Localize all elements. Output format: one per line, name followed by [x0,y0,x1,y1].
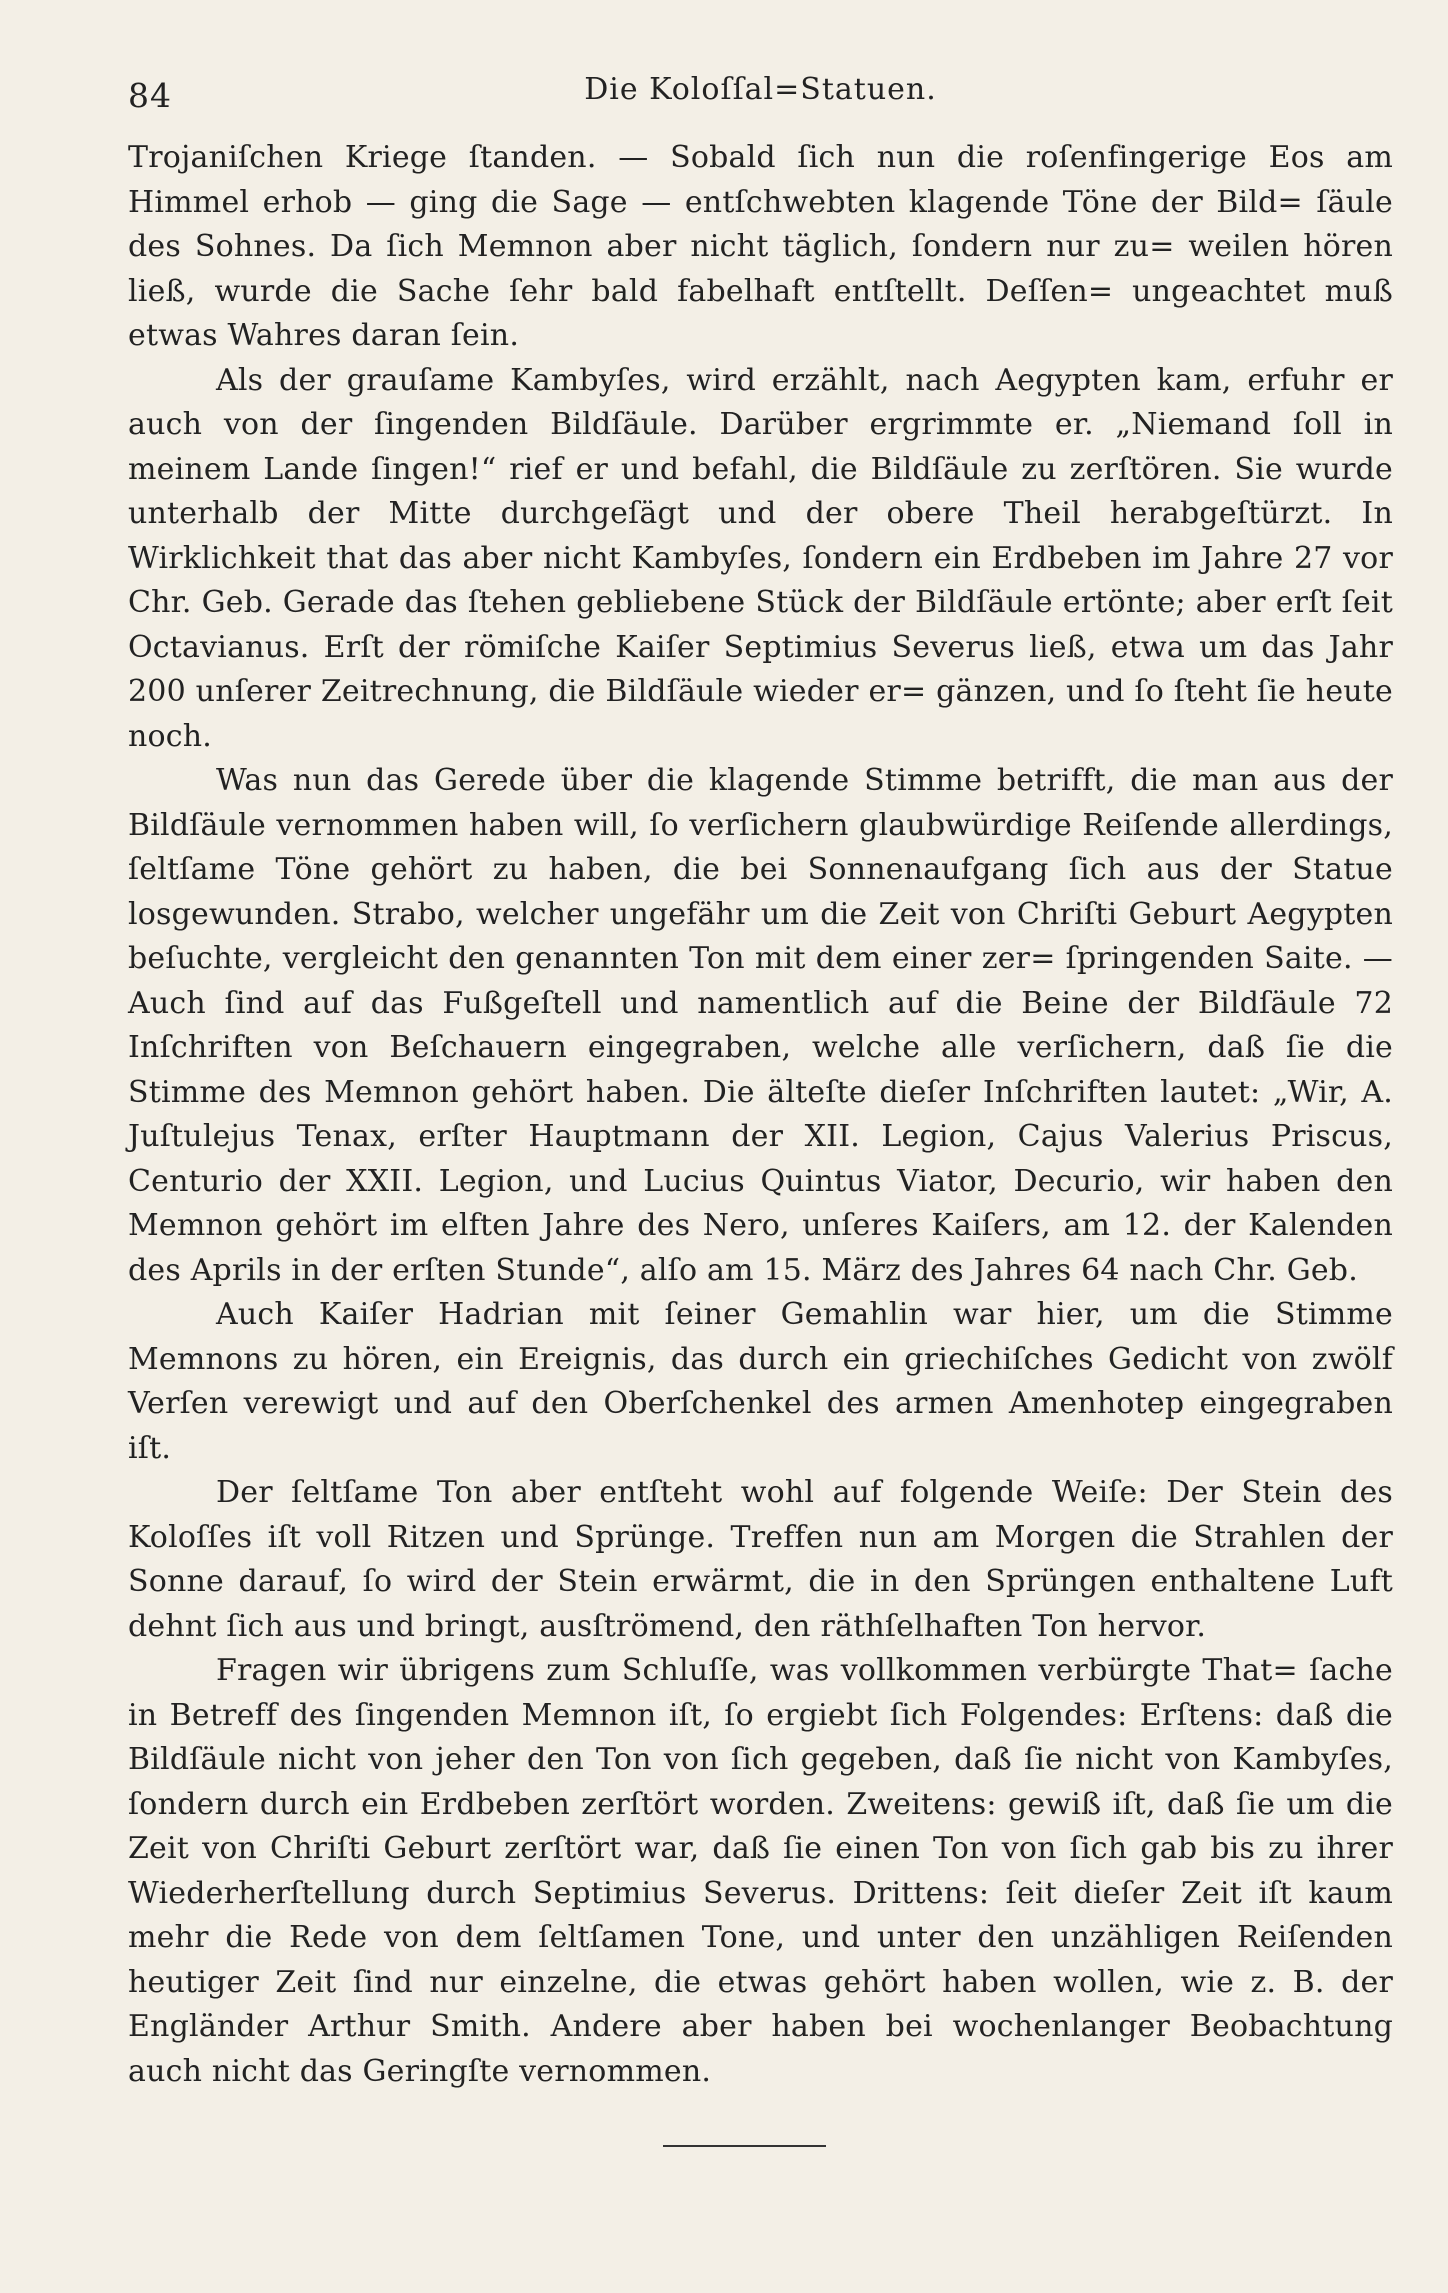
paragraph-3: Was nun das Gerede über die klagende Stimme betrifft, die man aus der Bildſäule vernommen haben will, ſo verſichern glaubwürdige Reiſende allerdings, ſeltſame Töne gehört zu haben, die bei Sonnenaufgang ſich aus der Statue losgewunden. Strabo, welcher ungefähr um die Zeit von Chriſti Geburt Aegypten beſuchte, vergleicht den genannten Ton mit dem einer zer= ſpringenden Saite. — Auch ſind auf das Fußgeſtell und namentlich auf die Beine der Bildſäule 72 Inſchriften von Beſchauern eingegraben, welche alle verſichern, daß ſie die Stimme des Memnon gehört haben. Die älteſte dieſer Inſchriften lautet: „Wir, A. Juſtulejus Tenax, erſter Hauptmann der XII. Legion, Cajus Valerius Priscus, Centurio der XXII. Legion, und Lucius Quintus Viator, Decurio, wir haben den Memnon gehört im elften Jahre des Nero, unſeres Kaiſers, am 12. der Kalenden des Aprils in der erſten Stunde“, alſo am 15. März des Jahres 64 nach Chr. Geb. [128,763,1393,1288]
paragraph-5: Der ſeltſame Ton aber entſteht wohl auf folgende Weiſe: Der Stein des Koloſſes iſt voll Ritzen und Sprünge. Treffen nun am Morgen die Strahlen der Sonne darauf, ſo wird der Stein erwärmt, die in den Sprüngen enthaltene Luft dehnt ſich aus und bringt, ausſtrömend, den räthſelhaften Ton hervor. [128,1475,1393,1644]
paragraph-4: Auch Kaiſer Hadrian mit ſeiner Gemahlin war hier, um die Stimme Memnons zu hören, ein Ereignis, das durch ein griechiſches Gedicht von zwölf Verſen verewigt und auf den Oberſchenkel des armen Amenhotep eingegraben iſt. [128,1297,1393,1466]
paragraph-6: Fragen wir übrigens zum Schluſſe, was vollkommen verbürgte That= ſache in Betreff des ſingenden Memnon iſt, ſo ergiebt ſich Folgendes: Erſtens: daß die Bildſäule nicht von jeher den Ton von ſich gegeben, daß ſie nicht von Kambyſes, ſondern durch ein Erdbeben zerſtört worden. Zweitens: gewiß iſt, daß ſie um die Zeit von Chriſti Geburt zerſtört war, daß ſie einen Ton von ſich gab bis zu ihrer Wiederherſtellung durch Septimius Severus. Drittens: ſeit dieſer Zeit iſt kaum mehr die Rede von dem ſeltſamen Tone, und unter den unzähligen Reiſenden heutiger Zeit ſind nur einzelne, die etwas gehört haben wollen, wie z. B. der Engländer Arthur Smith. Andere aber haben bei wochenlanger Beobachtung auch nicht das Geringſte vernommen. [128,1653,1393,2089]
paragraph-2: Als der grauſame Kambyſes, wird erzählt, nach Aegypten kam, erfuhr er auch von der ſingenden Bildſäule. Darüber ergrimmte er. „Niemand ſoll in meinem Lande ſingen!“ rief er und befahl, die Bildſäule zu zerſtören. Sie wurde unterhalb der Mitte durchgeſägt und der obere Theil herabgeſtürzt. In Wirklichkeit that das aber nicht Kambyſes, ſondern ein Erdbeben im Jahre 27 vor Chr. Geb. Gerade das ſtehen gebliebene Stück der Bildſäule ertönte; aber erſt ſeit Octavianus. Erſt der römiſche Kaiſer Septimius Severus ließ, etwa um das Jahr 200 unſerer Zeitrechnung, die Bildſäule wieder er= gänzen, und ſo ſteht ſie heute noch. [128,362,1393,754]
body-text [128,136,1393,2094]
page-header [128,66,1393,116]
paragraph-1: Trojaniſchen Kriege ſtanden. — Sobald ſich nun die roſenfingerige Eos am Himmel erhob — ging die Sage — entſchwebten klagende Töne der Bild= ſäule des Sohnes. Da ſich Memnon aber nicht täglich, ſondern nur zu= weilen hören ließ, wurde die Sache ſehr bald fabelhaft entſtellt. Deſſen= ungeachtet muß etwas Wahres daran ſein. [128,140,1393,353]
section-divider [663,2145,826,2147]
running-title: Die Koloſſal=Statuen. [584,72,937,107]
page-number: 84 [128,76,172,115]
